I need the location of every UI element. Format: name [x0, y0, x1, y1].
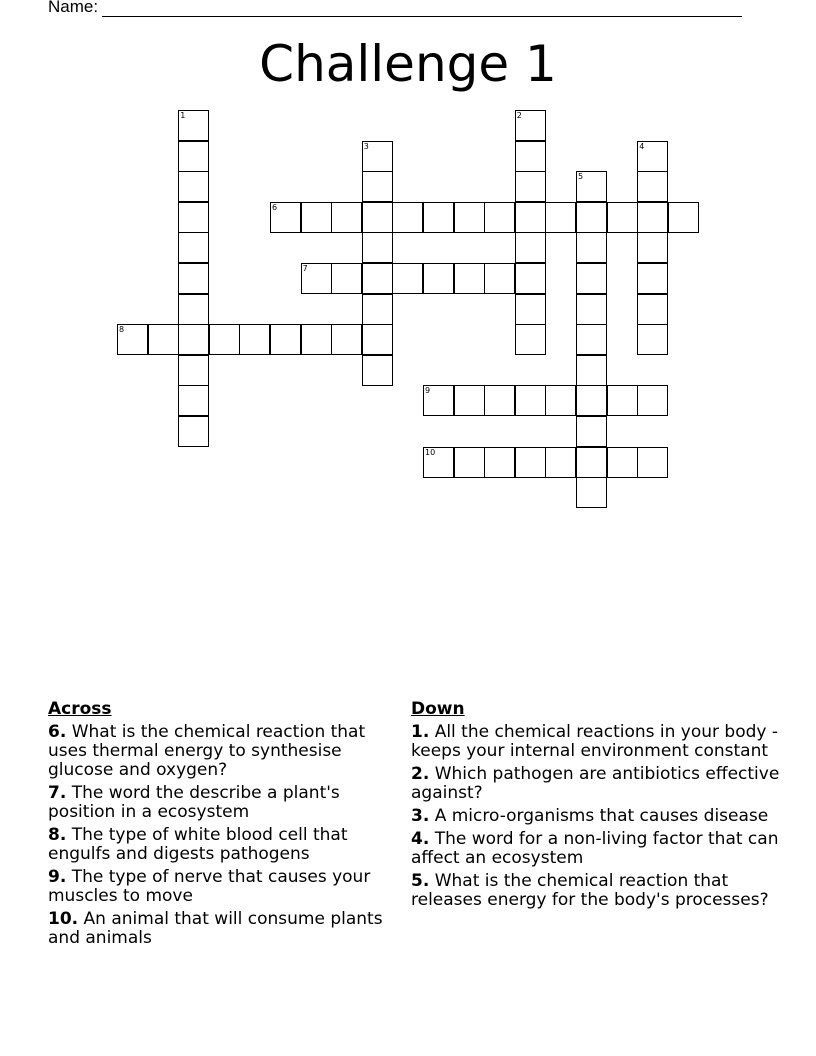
grid-cell[interactable]: [423, 263, 454, 294]
grid-cell[interactable]: [515, 385, 546, 416]
clue-across-7: [48, 784, 398, 822]
grid-cell[interactable]: [637, 141, 668, 172]
clue-text: Which pathogen are antibiotics effective against?: [411, 764, 780, 803]
grid-cell[interactable]: [545, 202, 576, 233]
clue-text: The word for a non-living factor that can affect an ecosystem: [411, 829, 779, 868]
clue-number: 9.: [48, 867, 67, 887]
clue-down-3: [411, 807, 781, 826]
grid-cell[interactable]: [668, 202, 699, 233]
clue-number: 5.: [411, 871, 430, 891]
grid-cell[interactable]: [362, 294, 393, 325]
clue-text: All the chemical reactions in your body - keeps your internal environment constant: [411, 722, 779, 761]
grid-cell[interactable]: [576, 171, 607, 202]
grid-cell[interactable]: [178, 385, 209, 416]
grid-cell[interactable]: [576, 416, 607, 447]
clue-number: 10.: [48, 909, 79, 929]
grid-cell[interactable]: [178, 324, 209, 355]
grid-cell[interactable]: [515, 110, 546, 141]
grid-cell[interactable]: [178, 355, 209, 386]
cell-number: 2: [516, 111, 522, 120]
grid-cell[interactable]: [637, 202, 668, 233]
cell-number: 6: [272, 202, 278, 212]
grid-cell[interactable]: [423, 447, 454, 478]
grid-cell[interactable]: [331, 202, 362, 233]
grid-cell[interactable]: [576, 232, 607, 263]
grid-cell[interactable]: [423, 385, 454, 416]
grid-cell[interactable]: [270, 324, 301, 355]
cell-number: 8: [119, 325, 125, 335]
grid-cell[interactable]: [331, 263, 362, 294]
name-label: Name:: [48, 0, 99, 16]
clue-number: 3.: [411, 806, 430, 826]
clue-down-4: [411, 830, 781, 868]
grid-cell[interactable]: [637, 263, 668, 294]
grid-cell[interactable]: [392, 263, 423, 294]
grid-cell[interactable]: [637, 324, 668, 355]
cell-number: 10: [425, 447, 436, 457]
grid-cell[interactable]: [607, 447, 638, 478]
crossword-grid: [0, 0, 816, 520]
grid-cell[interactable]: [637, 385, 668, 416]
grid-cell[interactable]: [576, 263, 607, 294]
clue-number: 4.: [411, 829, 430, 849]
clue-down-2: [411, 765, 781, 803]
clue-text: The type of white blood cell that engulfs and digests pathogens: [48, 825, 348, 864]
grid-cell[interactable]: [515, 232, 546, 263]
down-heading: Down: [411, 699, 465, 719]
clue-number: 7.: [48, 783, 67, 803]
grid-cell[interactable]: [117, 324, 148, 355]
grid-cell[interactable]: [576, 294, 607, 325]
grid-cell[interactable]: [178, 294, 209, 325]
clue-text: A micro-organisms that causes disease: [434, 806, 769, 826]
grid-cell[interactable]: [209, 324, 240, 355]
clue-number: 2.: [411, 764, 430, 784]
clue-across-10: [48, 910, 398, 948]
grid-cell[interactable]: [637, 171, 668, 202]
clue-text: What is the chemical reaction that uses thermal energy to synthesise glucose and oxygen?: [48, 722, 366, 780]
across-clues: [48, 700, 398, 952]
clue-down-5: [411, 872, 781, 910]
clue-number: 1.: [411, 722, 430, 742]
grid-cell[interactable]: [331, 324, 362, 355]
grid-cell[interactable]: [637, 294, 668, 325]
grid-cell[interactable]: [178, 416, 209, 447]
across-heading: Across: [48, 699, 112, 719]
grid-cell[interactable]: [515, 263, 546, 294]
grid-cell[interactable]: [362, 263, 393, 294]
grid-cell[interactable]: [576, 385, 607, 416]
grid-cell[interactable]: [515, 141, 546, 172]
grid-cell[interactable]: [637, 232, 668, 263]
clue-across-9: [48, 868, 398, 906]
clue-text: What is the chemical reaction that releases energy for the body's processes?: [411, 871, 769, 910]
grid-cell[interactable]: [515, 447, 546, 478]
grid-cell[interactable]: [576, 477, 607, 508]
clue-across-6: [48, 723, 398, 780]
cell-number: 5: [578, 172, 584, 182]
clue-down-1: [411, 723, 781, 761]
grid-cell[interactable]: [545, 385, 576, 416]
grid-cell[interactable]: [484, 385, 515, 416]
grid-cell[interactable]: [178, 263, 209, 294]
grid-cell[interactable]: [392, 202, 423, 233]
grid-cell[interactable]: [362, 141, 393, 172]
grid-cell[interactable]: [484, 447, 515, 478]
grid-cell[interactable]: [454, 447, 485, 478]
grid-cell[interactable]: [178, 110, 209, 141]
grid-cell[interactable]: [362, 355, 393, 386]
clue-text: An animal that will consume plants and animals: [48, 909, 383, 948]
down-clues: [411, 700, 781, 914]
grid-cell[interactable]: [178, 202, 209, 233]
grid-cell[interactable]: [362, 171, 393, 202]
grid-cell[interactable]: [484, 202, 515, 233]
cell-number: 3: [363, 141, 369, 151]
grid-cell[interactable]: [454, 263, 485, 294]
grid-cell[interactable]: [515, 324, 546, 355]
grid-cell[interactable]: [239, 324, 270, 355]
cell-number: 7: [302, 264, 308, 273]
grid-cell[interactable]: [454, 385, 485, 416]
grid-cell[interactable]: [148, 324, 179, 355]
grid-cell[interactable]: [301, 263, 332, 294]
grid-cell[interactable]: [270, 202, 301, 233]
grid-cell[interactable]: [637, 447, 668, 478]
grid-cell[interactable]: [178, 141, 209, 172]
grid-cell[interactable]: [362, 202, 393, 233]
grid-cell[interactable]: [301, 202, 332, 233]
cell-number: 9: [425, 386, 431, 396]
grid-cell[interactable]: [454, 202, 485, 233]
grid-cell[interactable]: [178, 171, 209, 202]
grid-cell[interactable]: [178, 232, 209, 263]
grid-cell[interactable]: [301, 324, 332, 355]
grid-cell[interactable]: [362, 232, 393, 263]
grid-cell[interactable]: [576, 355, 607, 386]
cell-number: 4: [639, 141, 645, 151]
grid-cell[interactable]: [545, 447, 576, 478]
grid-cell[interactable]: [362, 324, 393, 355]
clue-text: The word the describe a plant's position in a ecosystem: [48, 783, 340, 822]
clue-number: 8.: [48, 825, 67, 845]
grid-cell[interactable]: [515, 294, 546, 325]
grid-cell[interactable]: [515, 171, 546, 202]
cell-number: 1: [180, 111, 186, 120]
clue-number: 6.: [48, 722, 67, 742]
page-title: Challenge 1: [259, 35, 557, 93]
grid-cell[interactable]: [607, 202, 638, 233]
grid-cell[interactable]: [576, 447, 607, 478]
grid-cell[interactable]: [484, 263, 515, 294]
grid-cell[interactable]: [576, 324, 607, 355]
grid-cell[interactable]: [607, 385, 638, 416]
grid-cell[interactable]: [423, 202, 454, 233]
clue-across-8: [48, 826, 398, 864]
grid-cell[interactable]: [515, 202, 546, 233]
clue-text: The type of nerve that causes your muscles to move: [48, 867, 371, 906]
grid-cell[interactable]: [576, 202, 607, 233]
